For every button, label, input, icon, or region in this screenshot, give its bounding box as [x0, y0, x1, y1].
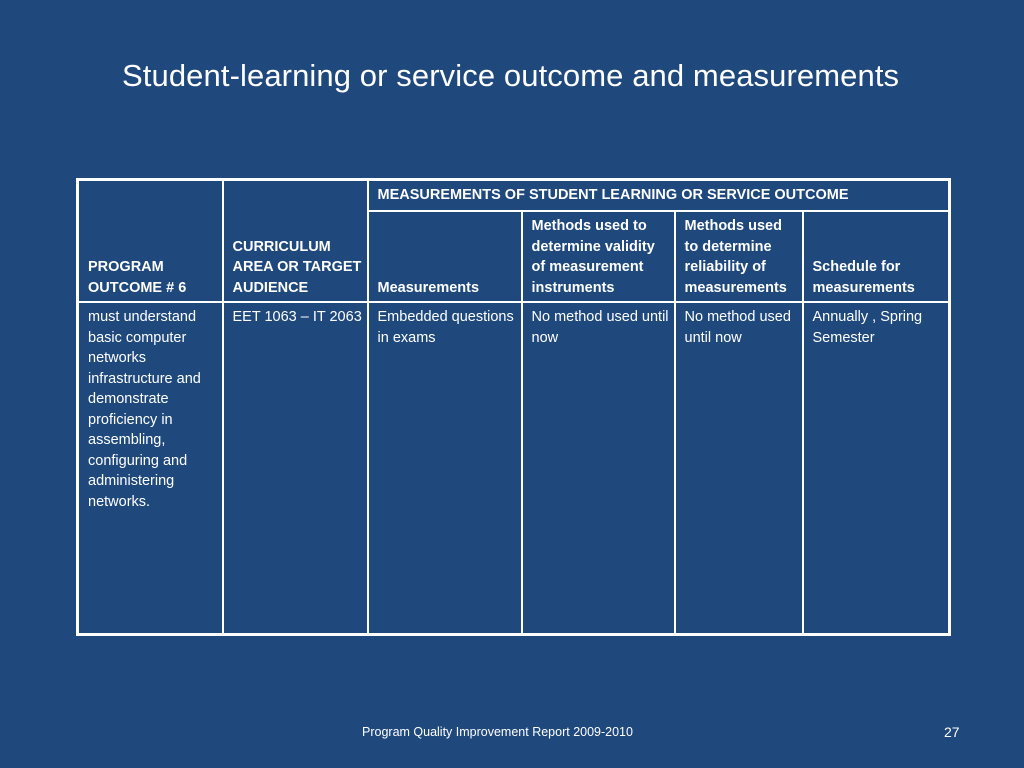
footer-report-title: Program Quality Improvement Report 2009-2010 — [362, 725, 633, 739]
header-program-outcome: PROGRAM OUTCOME # 6 — [78, 180, 223, 303]
table-row — [78, 302, 950, 635]
cell-validity-methods: No method used until now — [522, 302, 675, 635]
header-reliability-methods: Methods used to determine reliability of measurements — [675, 211, 803, 302]
page-number: 27 — [944, 724, 960, 740]
cell-reliability-methods: No method used until now — [675, 302, 803, 635]
cell-measurements: Embedded questions in exams — [368, 302, 522, 635]
table-header-row — [78, 180, 950, 212]
header-curriculum-area: CURRICULUM AREA OR TARGET AUDIENCE — [223, 180, 368, 303]
header-validity-methods: Methods used to determine validity of measurement instruments — [522, 211, 675, 302]
cell-curriculum-area: EET 1063 – IT 2063 — [223, 302, 368, 635]
outcome-measurements-table — [76, 178, 951, 636]
header-measurements: Measurements — [368, 211, 522, 302]
slide-title: Student-learning or service outcome and measurements — [122, 58, 900, 93]
cell-program-outcome: must understand basic computer networks infrastructure and demonstrate proficiency in assembling, configuring and administering networks. — [78, 302, 223, 635]
header-measurements-group: MEASUREMENTS OF STUDENT LEARNING OR SERVICE OUTCOME — [368, 180, 950, 212]
cell-schedule: Annually , Spring Semester — [803, 302, 950, 635]
header-schedule: Schedule for measurements — [803, 211, 950, 302]
